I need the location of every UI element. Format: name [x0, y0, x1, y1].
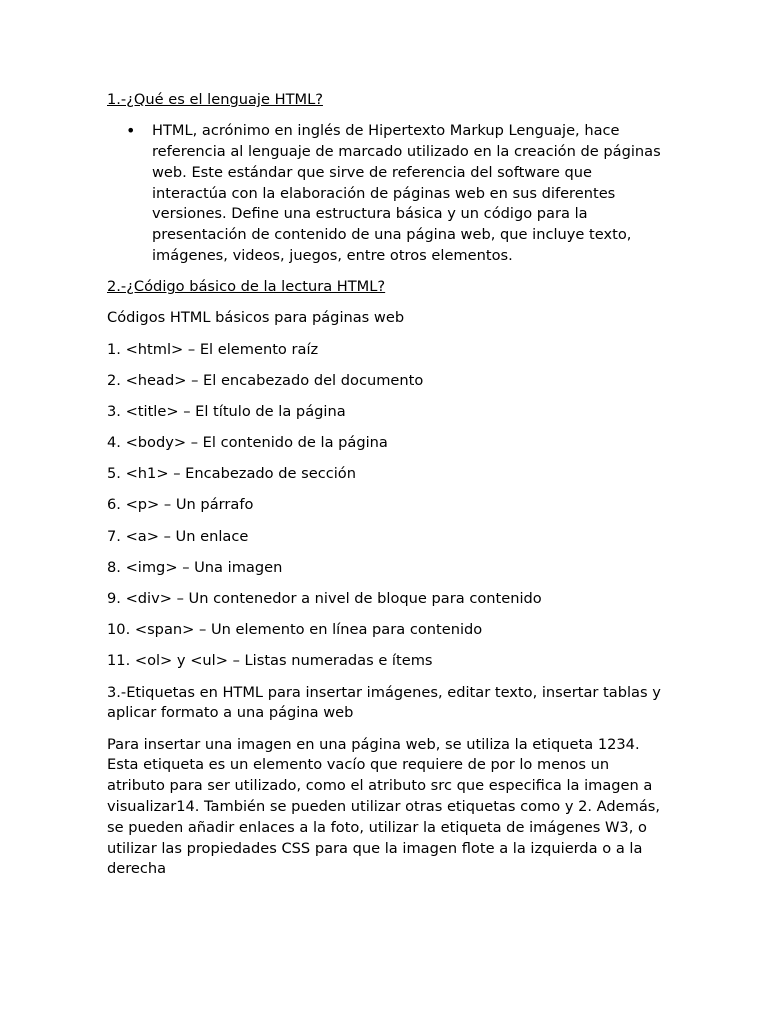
list-item: 11. <ol> y <ul> – Listas numeradas e ítems	[107, 652, 433, 670]
section-1-bullet-list	[107, 121, 667, 267]
section-1-bullet-text: HTML, acrónimo en inglés de Hipertexto Markup Lenguaje, hace referencia al lenguaje de marcado utilizado en la creación de páginas web. Este estándar que sirve de referencia del software que interactúa con la elaboración de páginas web en sus diferentes versiones. Define una estructura básica y un código para la presentación de contenido de una página web, que incluye texto, imágenes, videos, juegos, entre otros elementos.	[152, 122, 661, 264]
list-item: 2. <head> – El encabezado del documento	[107, 371, 424, 389]
section-3-body: Para insertar una imagen en una página web, se utiliza la etiqueta 1234. Esta etiqueta es un elemento vacío que requiere de por lo menos un atributo para ser utilizado, como el atributo src que especifica la imagen a visualizar14. También se pueden utilizar otras etiquetas como y 2. Además, se pueden añadir enlaces a la foto, utilizar la etiqueta de imágenes W3, o utilizar las propiedades CSS para que la imagen flote a la izquierda o a la derecha	[107, 735, 661, 878]
section-2-intro: Códigos HTML básicos para páginas web	[107, 309, 405, 327]
list-item: 6. <p> – Un párrafo	[107, 496, 254, 514]
list-item: 9. <div> – Un contenedor a nivel de bloque para contenido	[107, 590, 542, 608]
section-1-heading: 1.-¿Qué es el lenguaje HTML?	[107, 91, 323, 108]
list-item: 4. <body> – El contenido de la página	[107, 434, 388, 452]
list-item: 7. <a> – Un enlace	[107, 527, 249, 545]
section-2-heading: 2.-¿Código básico de la lectura HTML?	[107, 278, 386, 296]
document-page	[107, 90, 667, 891]
section-1-bullet-item	[107, 121, 667, 267]
bullet-icon: •	[126, 121, 136, 141]
section-3-heading: 3.-Etiquetas en HTML para insertar imágenes, editar texto, insertar tablas y aplicar formato a una página web	[107, 683, 661, 722]
html-codes-list	[107, 340, 667, 673]
list-item: 1. <html> – El elemento raíz	[107, 340, 319, 358]
list-item: 10. <span> – Un elemento en línea para contenido	[107, 621, 483, 639]
list-item: 3. <title> – El título de la página	[107, 402, 346, 420]
list-item: 5. <h1> – Encabezado de sección	[107, 465, 356, 483]
list-item: 8. <img> – Una imagen	[107, 558, 283, 576]
